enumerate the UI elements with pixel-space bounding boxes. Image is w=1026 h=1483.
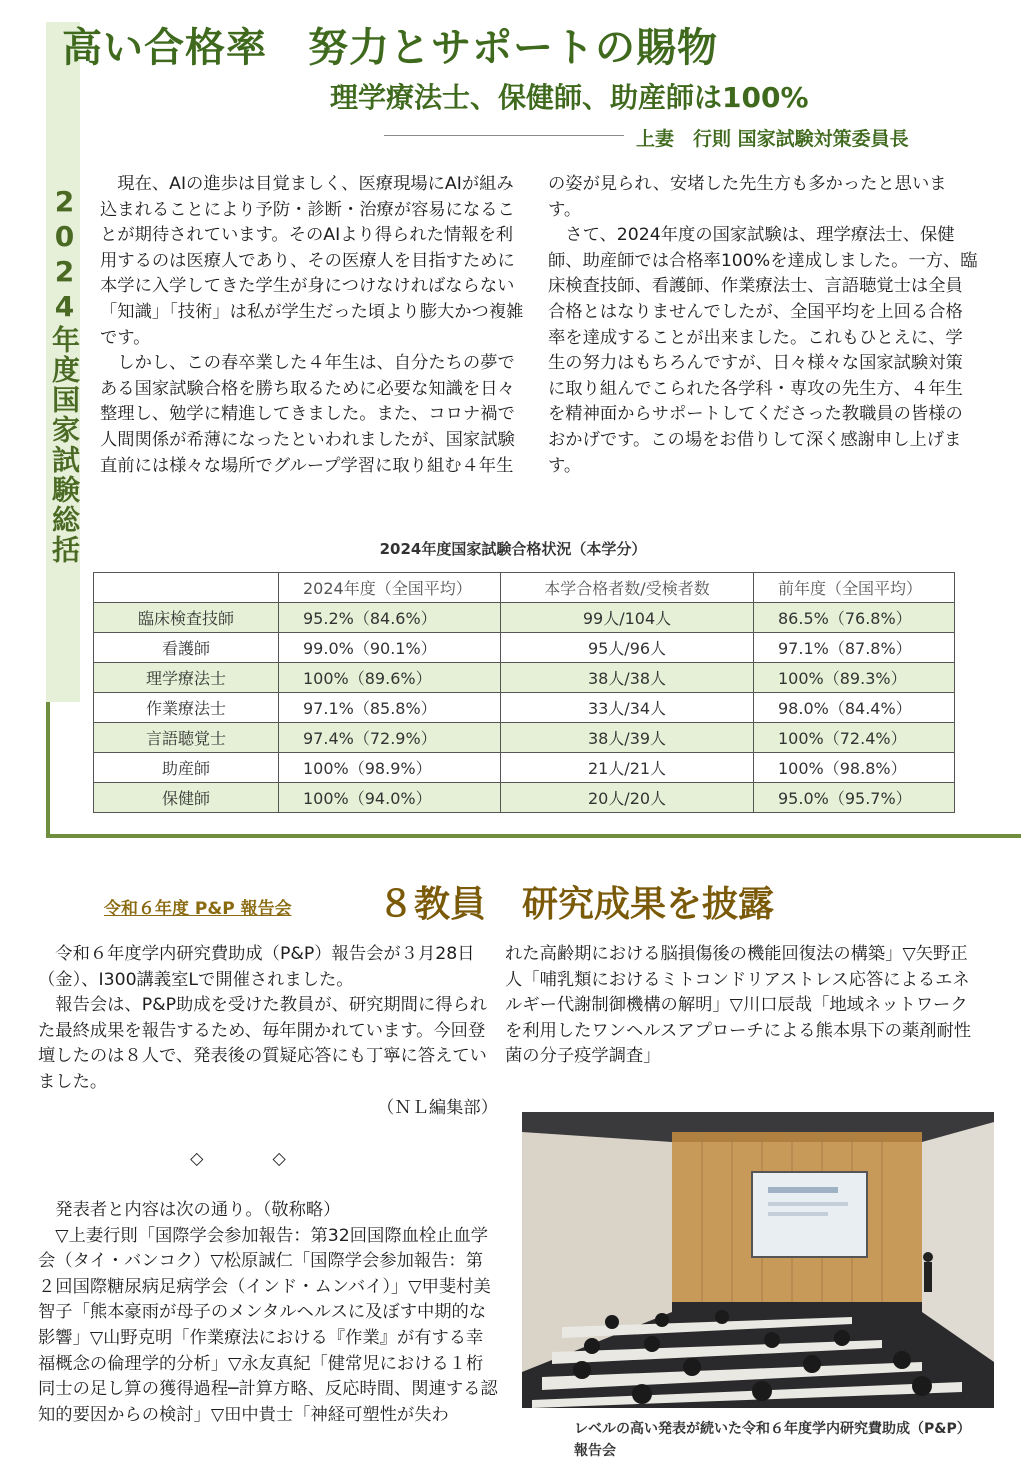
table-cell: 保健師 bbox=[94, 783, 279, 813]
table-cell: 95.0%（95.7%） bbox=[754, 783, 955, 813]
table-row bbox=[94, 603, 955, 633]
paragraph: しかし、この春卒業した４年生は、自分たちの夢である国家試験合格を勝ち取るために必要な知識を日々整理し、勉学に精進してきました。また、コロナ禍で人間関係が希薄になったといわれましたが、国家試験直前には様々な場所でグループ学習に取り組む４年生 bbox=[100, 353, 515, 476]
table-row bbox=[94, 693, 955, 723]
table-cell: 100%（98.9%） bbox=[279, 753, 501, 783]
table-row bbox=[94, 633, 955, 663]
table-row bbox=[94, 753, 955, 783]
table-row bbox=[94, 783, 955, 813]
table-cell: 86.5%（76.8%） bbox=[754, 603, 955, 633]
table-header: 2024年度（全国平均） bbox=[279, 573, 501, 603]
article-column-4 bbox=[505, 942, 980, 1070]
table-cell: 95人/96人 bbox=[501, 633, 754, 663]
table-cell: 作業療法士 bbox=[94, 693, 279, 723]
article-column-2 bbox=[548, 172, 978, 479]
table-header-row bbox=[94, 573, 955, 603]
table-cell: 38人/39人 bbox=[501, 723, 754, 753]
vertical-section-label: 2024年度国家試験総括 bbox=[48, 185, 81, 565]
table-cell: 20人/20人 bbox=[501, 783, 754, 813]
diamond-separator: ◇ ◇ bbox=[190, 1148, 286, 1169]
section-label: 令和６年度 P&P 報告会 bbox=[104, 899, 292, 919]
table-cell: 言語聴覚士 bbox=[94, 723, 279, 753]
paragraph: れた高齢期における脳損傷後の機能回復法の構築」▽矢野正人「哺乳類におけるミトコンドリアストレス応答によるエネルギー代謝制御機構の解明」▽川口辰哉「地域ネットワークを利用したワンヘルスアプローチによる熊本県下の薬剤耐性菌の分子疫学調査」 bbox=[505, 944, 972, 1067]
table-header: 本学合格者数/受検者数 bbox=[501, 573, 754, 603]
table-cell: 看護師 bbox=[94, 633, 279, 663]
table-cell: 98.0%（84.4%） bbox=[754, 693, 955, 723]
table-cell: 95.2%（84.6%） bbox=[279, 603, 501, 633]
paragraph: 現在、AIの進歩は目覚ましく、医療現場にAIが組み込まれることにより予防・診断・治療が容易になることが期待されています。そのAIより得られた情報を利用するのは医療人であり、その医療人を目指すために本学に入学してきた学生が身につけなければならない「知識」「技術」は私が学生だった頃より膨大かつ複雑です。 bbox=[100, 174, 524, 348]
sub-headline: 理学療法士、保健師、助産師は100% bbox=[330, 81, 809, 114]
paragraph: の姿が見られ、安堵した先生方も多かったと思います。 bbox=[548, 174, 947, 220]
table-cell: 33人/34人 bbox=[501, 693, 754, 723]
paragraph: さて、2024年度の国家試験は、理学療法士、保健師、助産師では合格率100%を達成しました。一方、臨床検査技師、看護師、作業療法士、言語聴覚士は全員合格とはなりませんでしたが、全国平均を上回る合格率を達成することが出来ました。これもひとえに、学生の努力はもちろんですが、日々様々な国家試験対策に取り組んでこられた各学科・専攻の先生方、４年生を精神面からサポートしてくださった教職員の皆様のおかげです。この場をお借りして深く感謝申し上げます。 bbox=[548, 225, 978, 476]
table-cell: 97.1%（87.8%） bbox=[754, 633, 955, 663]
table-cell: 38人/38人 bbox=[501, 663, 754, 693]
paragraph: 報告会は、P&P助成を受けた教員が、研究期間に得られた最終成果を報告するため、毎年開かれています。今回登壇したのは８人で、発表後の質疑応答にも丁寧に答えていました。 bbox=[38, 995, 488, 1092]
table-cell: 理学療法士 bbox=[94, 663, 279, 693]
side-rule bbox=[46, 702, 50, 838]
article-column-1 bbox=[100, 172, 525, 479]
lecture-hall-photo bbox=[522, 1112, 994, 1408]
signature: （ＮＬ編集部） bbox=[377, 1097, 498, 1118]
paragraph: 発表者と内容は次の通り。（敬称略） bbox=[38, 1199, 341, 1220]
table-cell: 100%（89.6%） bbox=[279, 663, 501, 693]
table-cell: 100%（94.0%） bbox=[279, 783, 501, 813]
article-column-3 bbox=[38, 942, 498, 1428]
table-cell: 100%（89.3%） bbox=[754, 663, 955, 693]
table-row bbox=[94, 663, 955, 693]
table-cell: 21人/21人 bbox=[501, 753, 754, 783]
byline-rule bbox=[384, 135, 624, 136]
table-cell: 99人/104人 bbox=[501, 603, 754, 633]
table-cell: 99.0%（90.1%） bbox=[279, 633, 501, 663]
table-cell: 97.4%（72.9%） bbox=[279, 723, 501, 753]
table-cell: 100%（98.8%） bbox=[754, 753, 955, 783]
results-table bbox=[93, 572, 955, 813]
byline: 上妻 行則 国家試験対策委員長 bbox=[636, 128, 909, 150]
table-cell: 100%（72.4%） bbox=[754, 723, 955, 753]
table-row bbox=[94, 723, 955, 753]
photo-caption: レベルの高い発表が続いた令和６年度学内研究費助成（P&P）報告会 bbox=[574, 1421, 971, 1459]
table-header: 前年度（全国平均） bbox=[754, 573, 955, 603]
paragraph: ▽上妻行則「国際学会参加報告：第32回国際血栓止血学会（タイ・バンコク）▽松原誠仁「国際学会参加報告：第２回国際糖尿病足病学会（インド・ムンバイ）」▽甲斐村美智子「熊本豪雨が母子のメンタルヘルスに及ぼす中期的な影響」▽山野克明「作業療法における『作業』が有する幸福概念の倫理学的分析」▽永友真紀「健常児における１桁同士の足し算の獲得過程─計算方略、反応時間、関連する認知的要因からの検討」▽田中貴士「神経可塑性が失わ bbox=[38, 1225, 498, 1425]
main-headline: 高い合格率 努力とサポートの賜物 bbox=[62, 25, 718, 71]
paragraph: 令和６年度学内研究費助成（P&P）報告会が３月28日（金）、I300講義室Lで開催されました。 bbox=[38, 944, 475, 990]
article-headline: ８教員 研究成果を披露 bbox=[378, 884, 775, 925]
table-cell: 助産師 bbox=[94, 753, 279, 783]
table-cell: 臨床検査技師 bbox=[94, 603, 279, 633]
table-caption: 2024年度国家試験合格状況（本学分） bbox=[379, 540, 647, 558]
table-cell: 97.1%（85.8%） bbox=[279, 693, 501, 723]
table-header bbox=[94, 573, 279, 603]
section-divider bbox=[46, 834, 1021, 838]
